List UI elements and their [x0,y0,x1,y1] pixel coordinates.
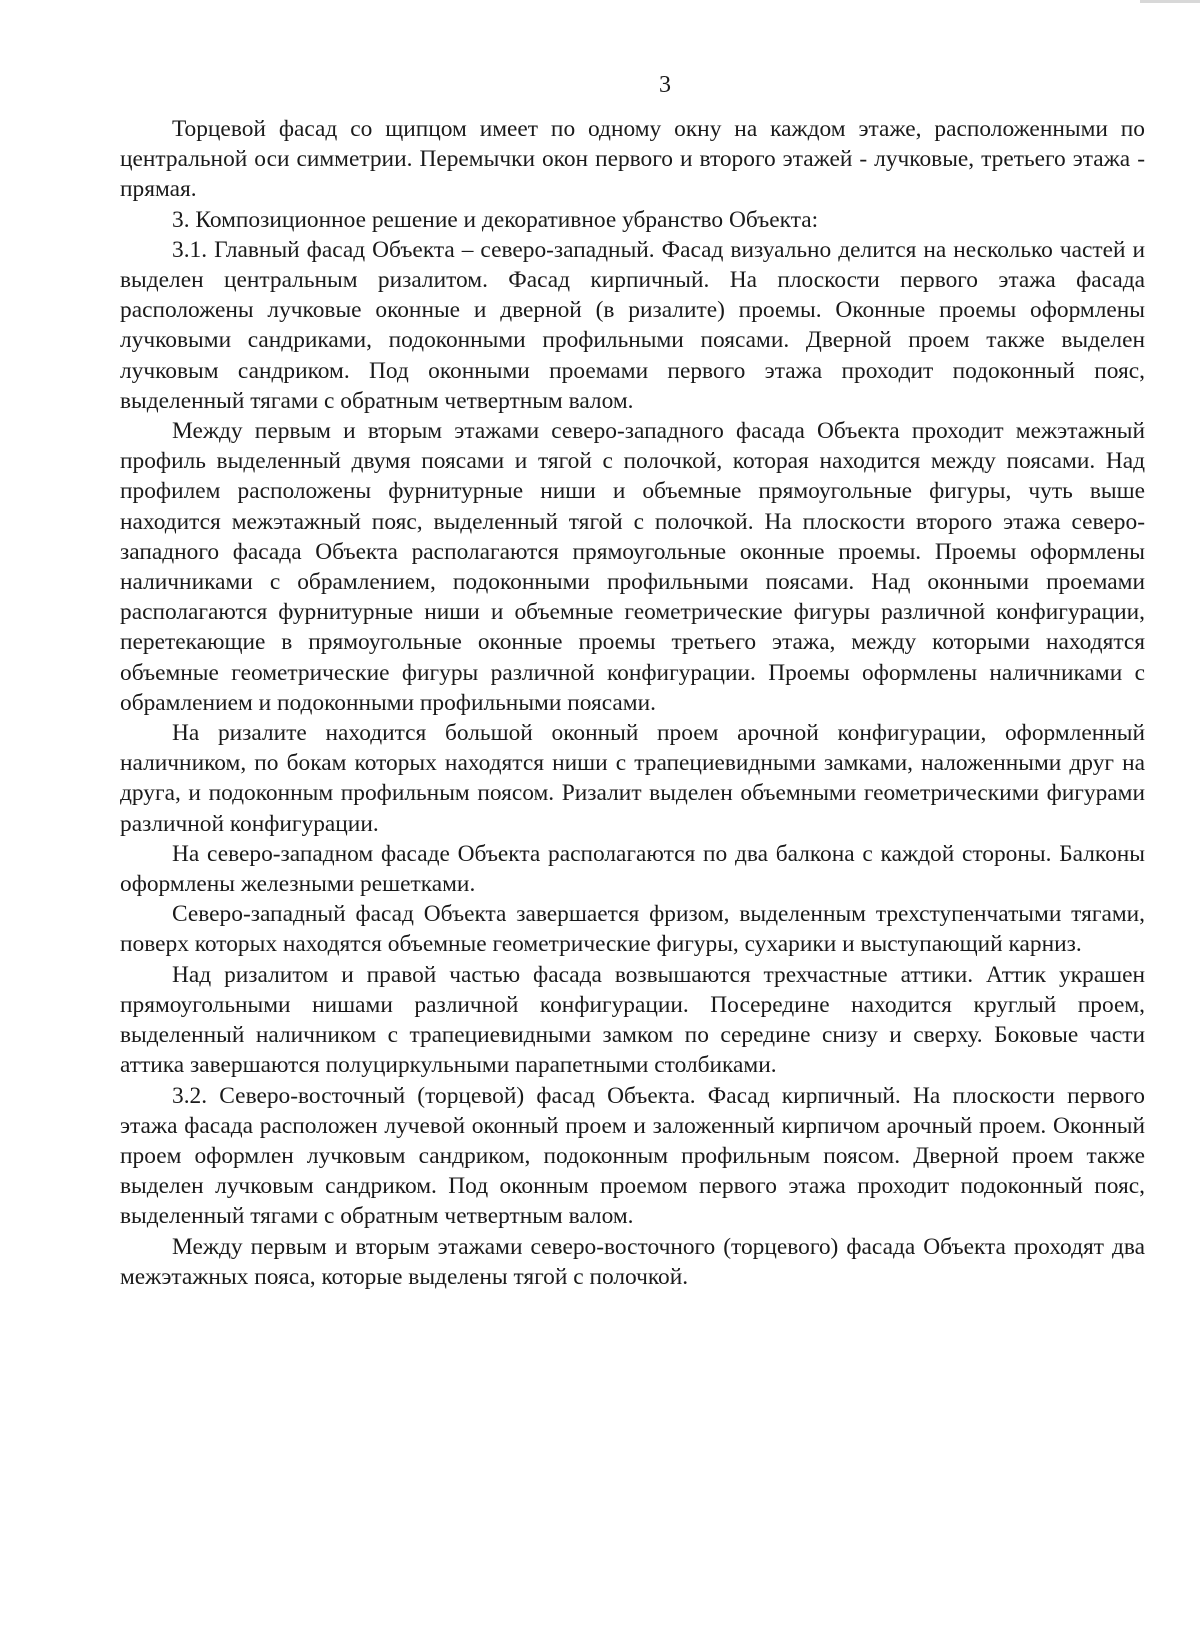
paragraph-frieze: Северо-западный фасад Объекта завершается фризом, выделенным трехступенчатыми тягами, поверх которых находятся объемные геометрические фигуры, сухарики и выступающий карниз. [120,901,1145,958]
paragraph-main-facade: 3.1. Главный фасад Объекта – северо-западный. Фасад визуально делится на несколько частей и выделен центральным ризалитом. Фасад кирпичный. На плоскости первого этажа фасада расположены лучковые оконные и дверной (в ризалите) проемы. Оконные проемы оформлены лучковыми сандриками, подоконными профильными поясами. Дверной проем также выделен лучковым сандриком. Под оконными проемами первого этажа проходит подоконный пояс, выделенный тягами с обратным четвертным валом. [120,236,1145,414]
paragraph-attics: Над ризалитом и правой частью фасада возвышаются трехчастные аттики. Аттик украшен прямоугольными нишами различной конфигурации. Посередине находится круглый проем, выделенный наличником с трапециевидными замком по середине снизу и сверху. Боковые части аттика завершаются полуциркульными парапетными столбиками. [120,961,1145,1079]
paragraph-risalit: На ризалите находится большой оконный проем арочной конфигурации, оформленный наличником, по бокам которых находятся ниши с трапециевидными замками, наложенными друг на друга, и подоконным профильным поясом. Ризалит выделен объемными геометрическими фигурами различной конфигурации. [120,720,1145,837]
section-heading-composition: 3. Композиционное решение и декоративное убранство Объекта: [172,206,819,233]
document-body [120,114,1145,1292]
paragraph-interfloor-profile: Между первым и вторым этажами северо-западного фасада Объекта проходит межэтажный профиль выделенный двумя поясами и тягой с полочкой, которая находится между поясами. Над профилем расположены фурнитурные ниши и объемные прямоугольные фигуры, чуть выше находится межэтажный пояс, выделенный тягой с полочкой. На плоскости второго этажа северо-западного фасада Объекта располагаются прямоугольные оконные проемы. Проемы оформлены наличниками с обрамлением, подоконными профильными поясами. Над оконными проемами располагаются фурнитурные ниши и объемные геометрические фигуры различной конфигурации, перетекающие в прямоугольные оконные проемы третьего этажа, между которыми находятся объемные геометрические фигуры различной конфигурации. Проемы оформлены наличниками с обрамлением и подоконными профильными поясами. [120,418,1145,716]
paragraph-end-facade: Торцевой фасад со щипцом имеет по одному окну на каждом этаже, расположенными по центральной оси симметрии. Перемычки окон первого и второго этажей - лучковые, третьего этажа - прямая. [120,116,1145,203]
paragraph-interfloor-belts: Между первым и вторым этажами северо-восточного (торцевого) фасада Объекта проходят два межэтажных пояса, которые выделены тягой с полочкой. [120,1233,1145,1290]
paragraph-northeast-facade: 3.2. Северо-восточный (торцевой) фасад Объекта. Фасад кирпичный. На плоскости первого этажа фасада расположен лучевой оконный проем и заложенный кирпичом арочный проем. Оконный проем оформлен лучковым сандриком, подоконным профильным поясом. Дверной проем также выделен лучковым сандриком. Под оконным проемом первого этажа проходит подоконный пояс, выделенный тягами с обратным четвертным валом. [120,1082,1145,1230]
scan-edge-mark [1140,0,1200,3]
page-number: 3 [659,72,671,98]
paragraph-balconies: На северо-западном фасаде Объекта располагаются по два балкона с каждой стороны. Балконы оформлены железными решетками. [120,840,1145,898]
